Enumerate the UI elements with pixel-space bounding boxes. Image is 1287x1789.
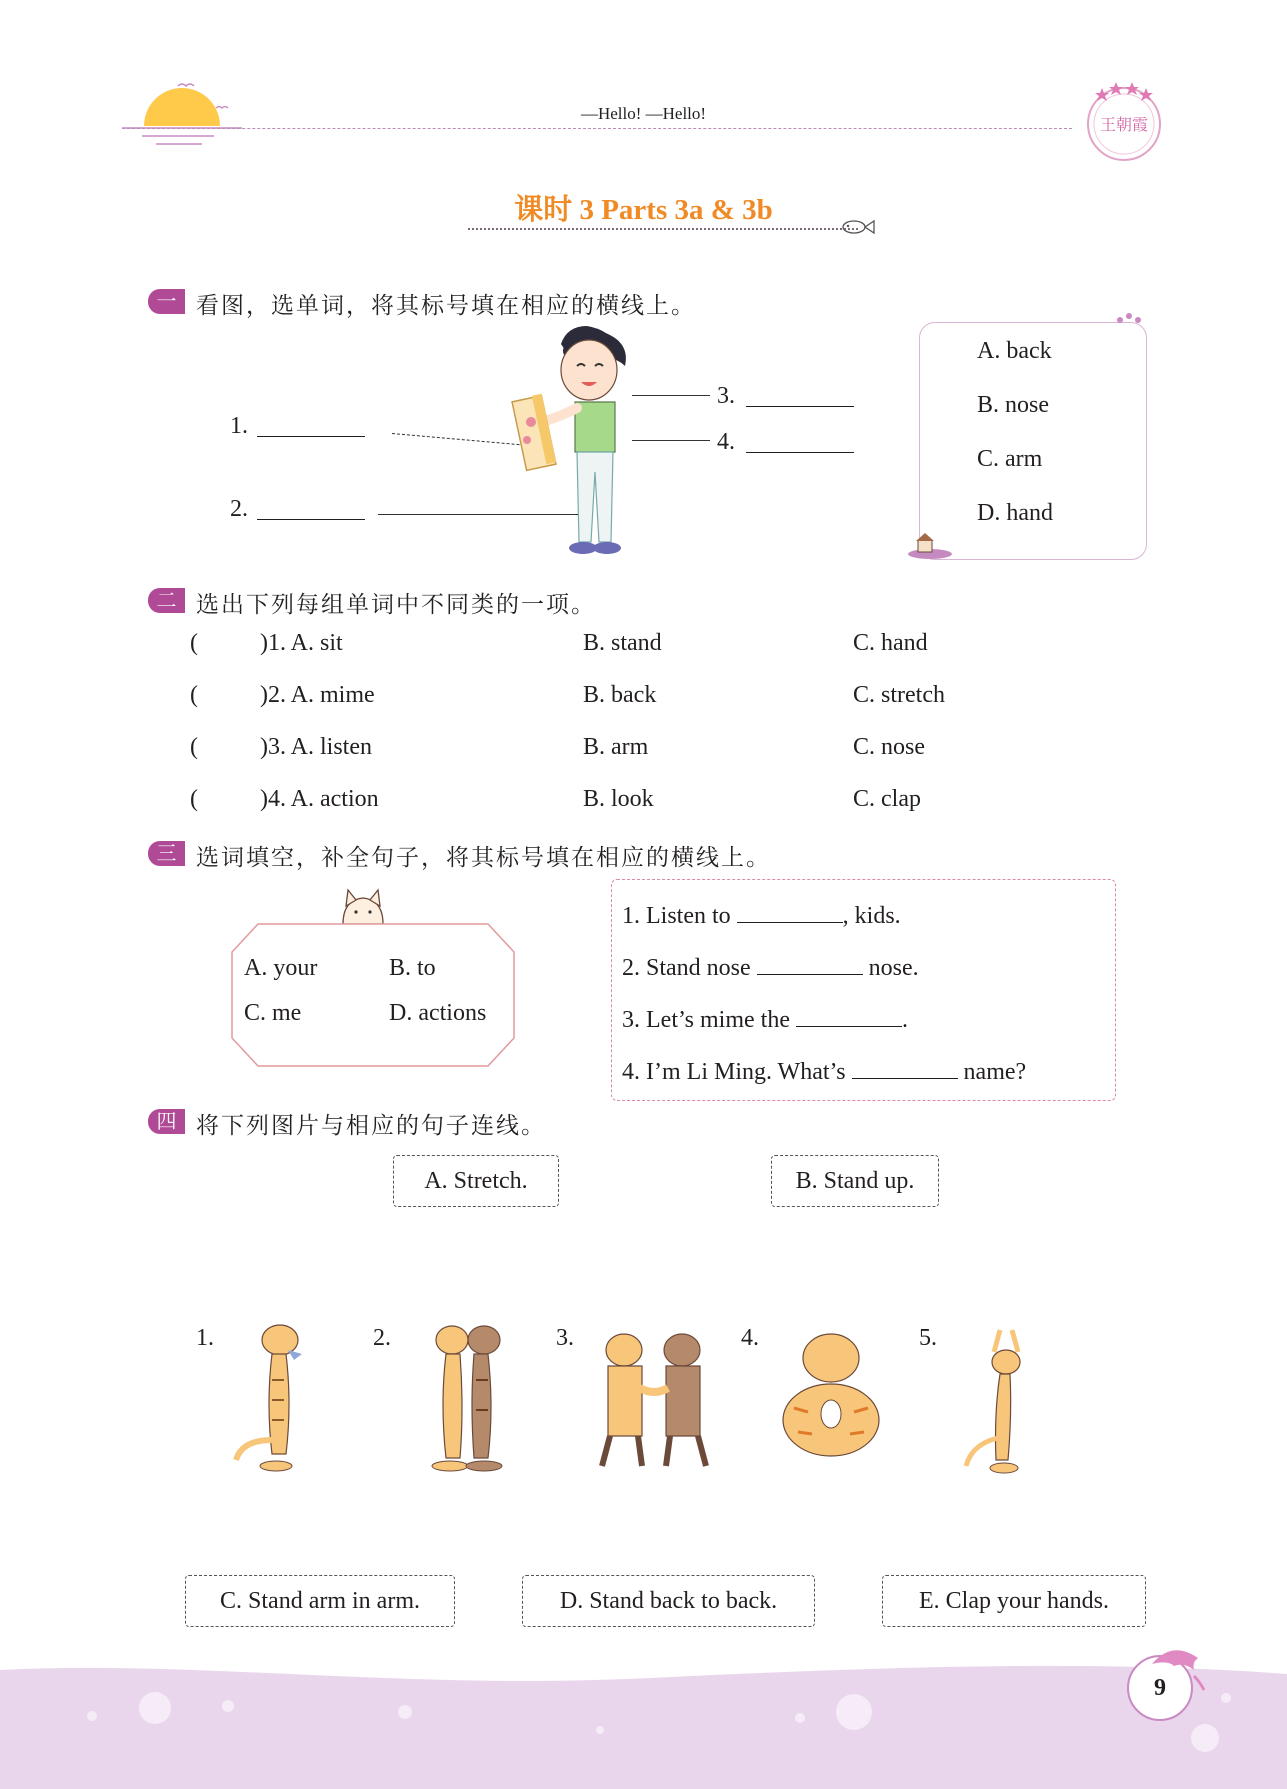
choice-row-option-b: B. look xyxy=(583,786,654,812)
sentence-2 xyxy=(622,955,919,982)
word-choice-b: B. to xyxy=(389,955,436,981)
open-paren[interactable]: ( xyxy=(190,682,198,708)
option-a-stretch[interactable]: A. Stretch. xyxy=(393,1155,559,1207)
section-badge-3: 三 xyxy=(148,841,185,866)
sentence-4-blank[interactable] xyxy=(852,1078,958,1079)
fish-icon xyxy=(840,215,876,237)
section1-instruction: 看图，选单词，将其标号填在相应的横线上。 xyxy=(196,293,696,319)
word-choice-c: C. me xyxy=(244,1000,302,1026)
choice-row-question: )1. A. sit xyxy=(260,630,343,656)
label-2: 2. xyxy=(230,496,248,522)
choice-row-option-c: C. stretch xyxy=(853,682,945,708)
sentence-3-suffix: . xyxy=(901,1007,908,1033)
choice-row-option-c: C. nose xyxy=(853,734,925,760)
tigers-back-to-back-picture[interactable] xyxy=(412,1320,522,1480)
word-choice-box xyxy=(230,922,516,1068)
sentence-2-prefix: 2. Stand nose xyxy=(622,955,751,981)
sentence-4 xyxy=(622,1059,1026,1086)
paw-prints-icon xyxy=(1114,310,1144,328)
choice-row-option-b: B. stand xyxy=(583,630,662,656)
label-1: 1. xyxy=(230,413,248,439)
sentence-1-suffix: , kids. xyxy=(842,903,901,929)
word-option-b: B. nose xyxy=(977,392,1049,418)
sentence-1-prefix: 1. Listen to xyxy=(622,903,731,929)
page-number: 9 xyxy=(1127,1655,1193,1721)
word-option-c: C. arm xyxy=(977,446,1043,472)
footer-wave xyxy=(0,1660,1287,1789)
brand-logo xyxy=(1082,78,1166,162)
label-4: 4. xyxy=(717,429,735,455)
section2-instruction: 选出下列每组单词中不同类的一项。 xyxy=(196,592,596,618)
choice-row-option-c: C. hand xyxy=(853,630,928,656)
choice-row-option-c: C. clap xyxy=(853,786,921,812)
picture-number-3: 3. xyxy=(556,1325,574,1351)
tigers-arm-in-arm-picture[interactable] xyxy=(586,1328,722,1480)
section-badge-1: 一 xyxy=(148,289,185,314)
option-d-back-to-back[interactable]: D. Stand back to back. xyxy=(522,1575,815,1627)
choice-row-question: )3. A. listen xyxy=(260,734,372,760)
lesson-title: 课时 3 Parts 3a & 3b xyxy=(514,194,773,226)
open-paren[interactable]: ( xyxy=(190,734,198,760)
pointer-line-2 xyxy=(378,514,578,515)
word-choice-d: D. actions xyxy=(389,1000,487,1026)
open-paren[interactable]: ( xyxy=(190,786,198,812)
choice-row-question: )2. A. mime xyxy=(260,682,375,708)
choice-row-option-b: B. back xyxy=(583,682,657,708)
sentence-3-prefix: 3. Let’s mime the xyxy=(622,1007,790,1033)
answer-blank-4[interactable] xyxy=(746,452,854,453)
section-badge-2: 二 xyxy=(148,588,185,613)
section-badge-4: 四 xyxy=(148,1109,185,1134)
option-c-arm-in-arm[interactable]: C. Stand arm in arm. xyxy=(185,1575,455,1627)
tiger-standing-picture[interactable] xyxy=(228,1320,320,1480)
brand-logo-text: 王朝霞 xyxy=(1100,115,1149,134)
boy-holding-box-illustration xyxy=(505,322,665,562)
answer-blank-1[interactable] xyxy=(257,436,365,437)
section3-instruction: 选词填空，补全句子，将其标号填在相应的横线上。 xyxy=(196,845,771,871)
sentence-3-blank[interactable] xyxy=(796,1026,902,1027)
sentence-4-suffix: name? xyxy=(963,1059,1027,1085)
sentence-1-blank[interactable] xyxy=(737,922,843,923)
picture-number-5: 5. xyxy=(919,1325,937,1351)
pointer-line-1 xyxy=(392,433,520,445)
word-choice-a: A. your xyxy=(244,955,318,981)
option-b-stand-up[interactable]: B. Stand up. xyxy=(771,1155,939,1207)
tiger-stretching-picture[interactable] xyxy=(960,1326,1044,1482)
sentence-3 xyxy=(622,1007,908,1034)
sentence-2-suffix: nose. xyxy=(868,955,919,981)
sentence-1 xyxy=(622,903,901,930)
tiger-clapping-picture[interactable] xyxy=(778,1328,884,1458)
pointer-line-4 xyxy=(632,440,710,441)
header-dialogue: —Hello! —Hello! xyxy=(580,104,707,123)
word-option-d: D. hand xyxy=(977,500,1053,526)
sentence-4-prefix: 4. I’m Li Ming. What’s xyxy=(622,1059,846,1085)
picture-number-4: 4. xyxy=(741,1325,759,1351)
header-divider xyxy=(122,128,1072,129)
picture-number-2: 2. xyxy=(373,1325,391,1351)
sentence-2-blank[interactable] xyxy=(757,974,863,975)
dolphin-icon xyxy=(1148,1640,1208,1696)
option-e-clap-hands[interactable]: E. Clap your hands. xyxy=(882,1575,1146,1627)
word-option-a: A. back xyxy=(977,338,1052,364)
label-3: 3. xyxy=(717,383,735,409)
section4-instruction: 将下列图片与相应的句子连线。 xyxy=(196,1113,546,1139)
house-icon xyxy=(906,530,952,560)
open-paren[interactable]: ( xyxy=(190,630,198,656)
choice-row-question: )4. A. action xyxy=(260,786,379,812)
answer-blank-2[interactable] xyxy=(257,519,365,520)
cat-peek-icon xyxy=(338,886,388,926)
choice-row-option-b: B. arm xyxy=(583,734,649,760)
answer-blank-3[interactable] xyxy=(746,406,854,407)
pointer-line-3 xyxy=(632,395,710,396)
title-underline xyxy=(468,228,858,230)
picture-number-1: 1. xyxy=(196,1325,214,1351)
